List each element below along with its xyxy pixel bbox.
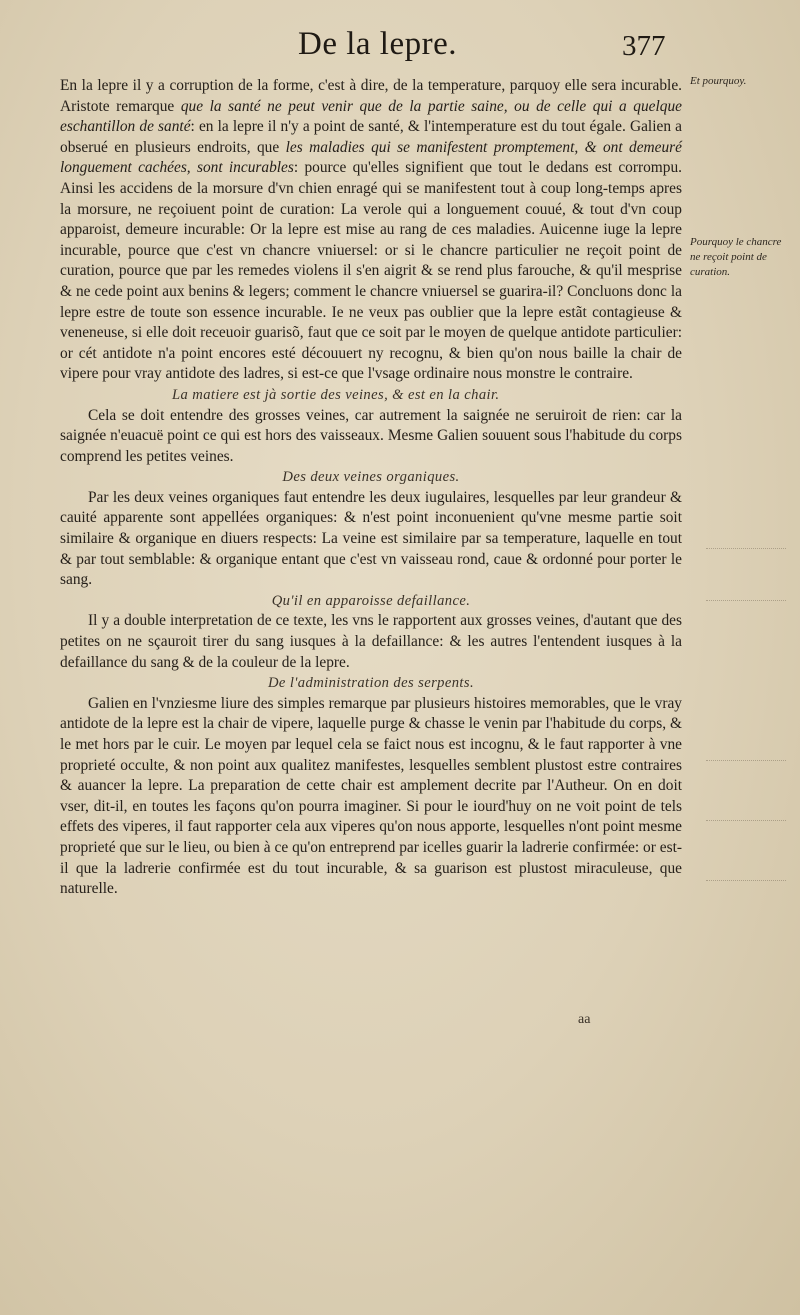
paragraph-4: Il y a double interpretation de ce texte, les vns le rapportent aux grosses veines, d'autant que des petites on ne sçauroit tirer du sang iusques à la defaillance: & les autres l'entendent iusques à la defaillance du sang & de la couleur de la lepre. (60, 612, 682, 671)
page-header (0, 22, 800, 66)
margin-notes (690, 74, 794, 300)
show-through-mark (706, 820, 786, 827)
paragraph-1-quote-b: les maladies qui se manifestent promptement, & ont demeuré longuement cachées, sont incurables (60, 138, 683, 177)
subheading-3: Qu'il en apparoisse defaillance. (271, 592, 471, 609)
paragraph-1-quote-a: que la santé ne peut venir que de la partie saine, ou de celle qui a quelque eschantillon de santé (60, 97, 682, 136)
paragraph-1-text-b: : en la lepre il n'y a point de santé, & l'intemperature est du tout égale. Galien a obserué en plusieurs endroits, que (60, 118, 682, 156)
signature-mark: aa (578, 1012, 591, 1027)
show-through-mark (706, 760, 786, 767)
paragraph-1 (60, 76, 682, 385)
show-through-mark (706, 880, 786, 887)
paragraph-3: Par les deux veines organiques faut entendre les deux iugulaires, lesquelles par leur grandeur & cauité apparente sont appellées organiques: & n'est point inconuenient qu'vne mesme partie soit similaire & organique en diuers respects: La veine est similaire par sa temperature, laquelle en tout & par tout semblable: & organique entant que c'est vn vaisseau rond, caue & ordonné pour porter le sang. (60, 488, 682, 589)
subheading-4: De l'administration des serpents. (267, 675, 475, 692)
paragraph-5: Galien en l'vnziesme liure des simples remarque par plusieurs histoires memorables, que le vray antidote de la lepre est la chair de vipere, laquelle purge & chasse le venin par l'habitude du corps, & le met hors par le cuir. Le moyen par lequel cela se faict nous est incognu, & le faut rapporter à vne proprieté occulte, & non point aux qualitez manifestes, lesquelles semblent plustost estre contraires & auancer la lepre. La preparation de cette chair est amplement decrite par l'Autheur. On en doit vser, dit-il, en toutes les façons qu'on pourra imaginer. Si pour le iourd'huy on ne voit point de tels effets des viperes, il faut rapporter cela aux viperes qu'on nous apporte, lesquelles n'ont point mesme proprieté que sur le lieu, ou bien à ce qu'on entreprend par icelles guarir la ladrerie confirmée: or est-il que la ladrerie confirmée est du tout incurable, & sa guarison est plustost miraculeuse, que naturelle. (60, 694, 682, 898)
running-title: De la lepre. (298, 26, 457, 62)
paragraph-1-text-c: : pource qu'elles signifient que tout le dedans est corrompu. Ainsi les accidens de la morsure d'vn chien enragé qui se manifestent tout à coup long-temps apres la morsure, ne reçoiuent point de curation: La verole qui a longuement couué, & tout d'vn coup apparoist, demeure incurable: Or la lepre est mise au rang de ces maladies. Auicenne iuge la lepre incurable, pource que c'est vn chancre vniuersel: or si le chancre particulier ne reçoit point de curation, pource que par les remedes violens il s'en aigrit & se rend plus farouche, & qu'il mesprise & ne cede point aux benins & legers; comment le chancre vniuersel se guarira-il? Concluons donc la lepre estre de toute son essence incurable. Ie ne veux pas oublier que la lepre estãt contagieuse & veneneuse, si elle doit receuoir guarisõ, faut que ce soit par le moyen de quelque antidote particulier: or cét antidote n'a point encores esté découuert ny recognu, & bien qu'on nous baille la chair de vipere pour vray antidote des ladres, si est-ce que l'vsage ordinaire nous monstre le contraire. (60, 159, 683, 383)
page-number: 377 (622, 30, 666, 62)
show-through-mark (706, 600, 786, 607)
margin-note-1: Et pourquoy. (690, 75, 747, 87)
show-through-mark (706, 548, 786, 555)
subheading-2: Des deux veines organiques. (282, 469, 460, 486)
subheading-1: La matiere est jà sortie des veines, & est en la chair. (172, 386, 500, 403)
paragraph-1-text-a: En la lepre il y a corruption de la forme, c'est à dire, de la temperature, parquoy elle sera incurable. Aristote remarque (60, 77, 682, 115)
paragraph-2: Cela se doit entendre des grosses veines, car autrement la saignée ne seruiroit de rien: car la saignée n'euacuë point ce qui est hors des vaisseaux. Mesme Galien souuent sous l'habitude du corps comprend les petites veines. (60, 406, 682, 465)
body-text (60, 76, 682, 900)
margin-note-2: Pourquoy le chancre ne reçoit point de curation. (690, 236, 782, 278)
